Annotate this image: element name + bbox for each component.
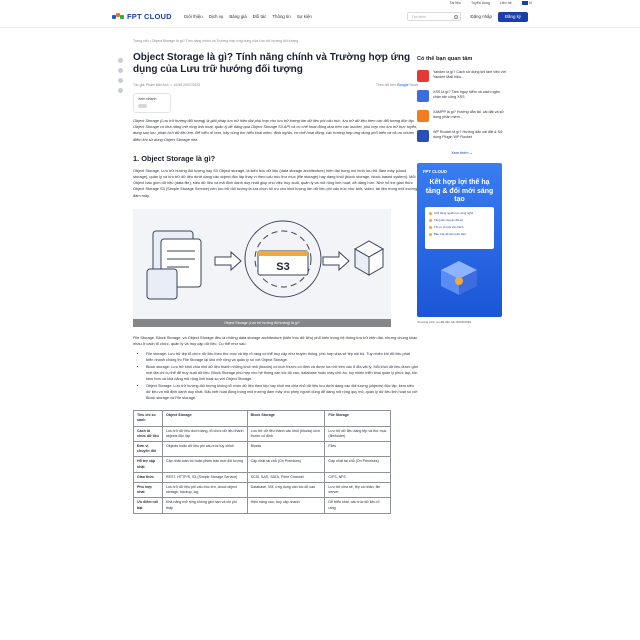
table-header: Object Storage [163, 411, 248, 426]
promo-banner[interactable] [417, 163, 502, 317]
comparison-table [133, 410, 391, 514]
table-cell: Blocks [247, 442, 325, 457]
table-header-row [134, 411, 391, 426]
table-header: File Storage [325, 411, 391, 426]
register-button[interactable]: Đăng ký [498, 12, 528, 22]
table-cell: Objects hoặc dữ liệu phi cấu trúc tùy chỉnh [163, 442, 248, 457]
related-article-title: XAMPP là gì? Hướng dẫn tải, cài đặt và sử dụng phần mềm... [433, 110, 504, 120]
table-header: Tiêu chí so sánh [134, 411, 163, 426]
table-row [134, 442, 391, 457]
article-intro: Object Storage (Lưu trữ hướng đối tượng) là giải pháp lưu trữ hiện đại phù hợp cho lưu trữ lượng lớn dữ liệu phi cấu trúc, lưu trữ dữ liệu theo các đối tượng độc lập. Object Storage có khả năng mở rộng linh hoạt, quản lý dễ dàng qua Object Storage S3 API và có chế hoạt động dựa trên các bucket, phù hợp cho lưu trữ trực tuyến, dung sao lưu, phân tích dữ liệu lớn. Để hiểu rõ hơn, hãy cùng tìm hiểu khái niệm, định nghĩa, cơ chế hoạt động, các trường hợp ứng dụng phổ biến và cả ưu nhược điểm khi sử dụng Object Storage nhé. [133, 118, 418, 142]
benefit-item: Tăng tốc chuyển đổi số [429, 218, 490, 222]
logo-icon [112, 13, 124, 21]
bullet-icon [429, 233, 432, 236]
banner-benefits [425, 207, 494, 249]
table-row [134, 426, 391, 441]
table-cell: Phù hợp nhất [134, 483, 163, 498]
table-cell: Đơn vị chuyển đổi [134, 442, 163, 457]
table-row [134, 472, 391, 482]
link-icon[interactable] [118, 88, 123, 93]
see-more-link[interactable]: Xem thêm ⌄ [451, 151, 473, 155]
twitter-icon[interactable] [118, 78, 123, 83]
list-item: • Block storage: Lưu trữ khối chia nhỏ dữ liệu thành những khối nhỏ (blocks) có kích thước cố định và được lưu trữ trên các ổ đĩa vật lý. Mỗi khối dữ liệu được gán một địa chỉ cụ thể để truy xuất dữ liệu. Block Storage phù hợp cho hệ thống cần tốc độ cao, database hoặc máy chủ ảo, tuy nhiên triển khai quản lý phức tạp, tốn kém hơn và khả năng mở rộng linh hoạt so với Object Storage. [146, 364, 418, 382]
nav-item-news[interactable]: Thông tin [272, 14, 291, 19]
bullet-icon [429, 212, 432, 215]
table-cell: Hỗ trợ cập nhật [134, 457, 163, 472]
table-row [134, 498, 391, 513]
top-link-docs[interactable]: Tài liệu [449, 1, 461, 5]
article-thumbnail [417, 90, 429, 102]
table-cell: Lưu trữ chia sẻ, tệp cá nhân, file server [325, 483, 391, 498]
related-article-title: Yandex là gì? Cách sử dụng khi làm việc với Yandex Mail hiệu... [433, 70, 506, 80]
benefit-item: Bảo mật dữ liệu toàn diện [429, 232, 490, 236]
cube-illustration-icon [439, 259, 479, 297]
article-thumbnail [417, 130, 429, 142]
list-item: • File storage: Lưu trữ tệp tổ chức dữ liệu theo thư mục và tệp rõ ràng có thể truy cập như truyền thống, phù hợp chia sẻ tệp nội bộ. Tuy nhiên khi dữ liệu phát triển nhanh chóng thì File Storage lại khó mở rộng và quản lý so với Object Storage. [146, 351, 418, 363]
banner-headline: Kết hợp lợi thế hạ tầng & đổi mới sáng tạo [425, 179, 494, 204]
login-button[interactable]: Đăng nhập [470, 14, 492, 19]
language-selector[interactable]: VI [522, 1, 532, 5]
storage-box-icon [355, 241, 383, 275]
table-cell: Database, VM, ứng dụng cần tốc độ cao [247, 483, 325, 498]
article-meta: Tác giả: Phạm Bảo Anh • 16:58 20/07/2023 Theo dõi trên Google News [133, 83, 418, 87]
related-article[interactable] [417, 90, 507, 102]
top-link-contact[interactable]: Liên hệ [499, 1, 512, 5]
sidebar-title: Có thể bạn quan tâm [417, 56, 473, 62]
fpt-cloud-logo[interactable] [112, 12, 172, 21]
breadcrumb[interactable]: Trang chủ • Object Storage là gì? Tính năng chính và Trường hợp ứng dụng của Lưu trữ hướng đối tượng [133, 39, 299, 43]
nav-item-events[interactable]: Sự kiện [296, 14, 312, 19]
table-header: Block Storage [247, 411, 325, 426]
table-cell: Ưu điểm nổi bật [134, 498, 163, 513]
s3-bucket-icon [258, 251, 308, 275]
bullet-icon [429, 226, 432, 229]
benefit-item: Chủ động nguồn lực công nghệ [429, 211, 490, 215]
search-input[interactable] [407, 12, 461, 21]
article-paragraph-2: File Storage, Block Storage, và Object Storage đều là những data storage architecture (kiến trúc dữ liệu) phổ biến trong hệ thống lưu trữ hiện đại, nhưng chúng khác nhau ở cách tổ chức, quản lý và truy cập dữ liệu. Cụ thể như sau: [133, 334, 418, 347]
nav-item-about[interactable]: Giới thiệu [183, 14, 203, 19]
article-figure [133, 209, 391, 327]
nav-item-pricing[interactable]: Bảng giá [229, 14, 247, 19]
table-row [134, 483, 391, 498]
quick-view-toggle[interactable] [133, 93, 171, 113]
table-cell: REST, HTTP/S, S3 (Simple Storage Service) [163, 472, 248, 482]
bullet-icon [429, 219, 432, 222]
related-article[interactable] [417, 70, 507, 82]
related-article[interactable] [417, 130, 507, 142]
table-cell: Hiệu năng cao, truy cập nhanh [247, 498, 325, 513]
table-cell: Giao thức [134, 472, 163, 482]
logo-text: FPT CLOUD [127, 12, 172, 21]
chevron-down-icon: ⌄ [469, 151, 473, 155]
nav-menu [184, 14, 312, 19]
table-cell: Dễ triển khai, cấu trúc dữ liệu rõ ràng [325, 498, 391, 513]
article-thumbnail [417, 110, 429, 122]
table-cell: Cập nhật tại chỗ (On Premises) [325, 457, 391, 472]
svg-text:S3: S3 [276, 260, 290, 273]
table-cell: Lưu trữ dữ liệu dạng tệp và thư mục (file/folder) [325, 426, 391, 441]
share-bar [118, 58, 123, 93]
section-heading: 1. Object Storage là gì? [133, 153, 216, 163]
article-author: Tác giả: Phạm Bảo Anh [133, 83, 169, 87]
related-article-title: XSS là gì? Tầm nguy hiểm và cách ngăn chặn tấn công XSS [433, 90, 500, 100]
object-storage-illustration [133, 209, 391, 327]
banner-footnote: Chương trình ưu đãi đến hết 30/06/2025 [417, 320, 472, 324]
related-article[interactable] [417, 110, 507, 122]
table-cell: Cập nhật toàn bộ hoặc phiên bản mới đối tượng [163, 457, 248, 472]
table-cell: Lưu trữ dữ liệu dưới dạng, tổ chức dữ liệu thành objects độc lập [163, 426, 248, 441]
article-title: Object Storage là gì? Tính năng chính và Trường hợp ứng dụng của Lưu trữ hướng đối tượng [133, 52, 411, 75]
article-date: 16:58 20/07/2023 [173, 83, 200, 87]
storage-types-list [133, 351, 418, 401]
quick-view-label: Xem nhanh [138, 97, 157, 101]
table-cell: Cách tổ chức dữ liệu [134, 426, 163, 441]
table-cell: Lưu trữ dữ liệu thành các khối (blocks) kích thước cố định. [247, 426, 325, 441]
table-cell: Khả năng mở rộng không giới hạn và chi phí thấp [163, 498, 248, 513]
sidebar [417, 56, 507, 324]
facebook-icon[interactable] [118, 68, 123, 73]
search-icon [454, 15, 458, 19]
main-navbar [0, 6, 640, 28]
figure-caption: Object Storage (Lưu trữ hướng đối tượng) là gì? [133, 319, 391, 327]
top-link-careers[interactable]: Tuyển dụng [470, 1, 490, 5]
nav-item-services[interactable]: Dịch vụ [208, 14, 224, 19]
table-row [134, 457, 391, 472]
google-news-follow[interactable]: Theo dõi trên Google News [375, 83, 418, 87]
banner-logo: FPT CLOUD [423, 169, 447, 174]
table-cell: Files [325, 442, 391, 457]
article-column [133, 30, 418, 514]
table-cell: Lưu trữ dữ liệu phi cấu trúc lớn, cloud object storage, backup, log [163, 483, 248, 498]
nav-item-partners[interactable]: Đối tác [252, 14, 267, 19]
related-article-title: WP Rocket là gì? Hướng dẫn cài đặt & Sử dụng Plugin WP Rocket [433, 130, 503, 140]
article-thumbnail [417, 70, 429, 82]
toggle-switch-icon [138, 104, 147, 108]
table-cell: SCSI, SAS, SATA, Fibre Channel [247, 472, 325, 482]
share-icon[interactable] [118, 58, 123, 63]
list-item: • Object Storage: Lưu trữ hướng đối tượng không tổ chức dữ liệu theo tệp hay khối mà chia nhỏ dữ liệu lưu dưới dạng các đối tượng (objects) độc lập, kèm siêu dữ liệu và mã định danh duy nhất. Đặc biệt hoạt động trong môi trường đám mây cho phép người dùng dễ dàng mở rộng quy mô, quản lý dữ liệu linh hoạt so với Block storage và File storage. [146, 383, 418, 401]
article-paragraph-1: Object Storage, Lưu trữ hướng đối tượng hay S3 Object storage, là kiến trúc dữ liệu (data storage architecture) hiện đại trong mô hình lưu trữ đám mây (cloud storage), quản lý và lưu trữ dữ liệu dưới dạng các object độc lập thay vì theo cấu trúc thư mục (file storage) hay dạng khối (block storage, block-based system). Mỗi Object bao gồm dữ liệu (data file), siêu dữ liệu và mã định danh duy nhất giúp cho việc truy xuất, quản lý và mở rộng linh hoạt, dễ dàng hơn. Nhờ hỗ trợ giao thức Object Storage S3 (Simple Storage Service) nên lưu trữ đối tượng là lựa chọn tối ưu cho khối lượng lớn dữ liệu phi cấu trúc như ảnh, video, tài liệu trong môi trường đám mây. [133, 167, 418, 198]
search-placeholder: Tìm kiếm [411, 15, 427, 19]
table-cell: CIFS, NFS [325, 472, 391, 482]
benefit-item: Tối ưu chi phí vận hành [429, 225, 490, 229]
flag-icon [522, 1, 528, 4]
table-cell: Cập nhật tại chỗ (On Premises) [247, 457, 325, 472]
